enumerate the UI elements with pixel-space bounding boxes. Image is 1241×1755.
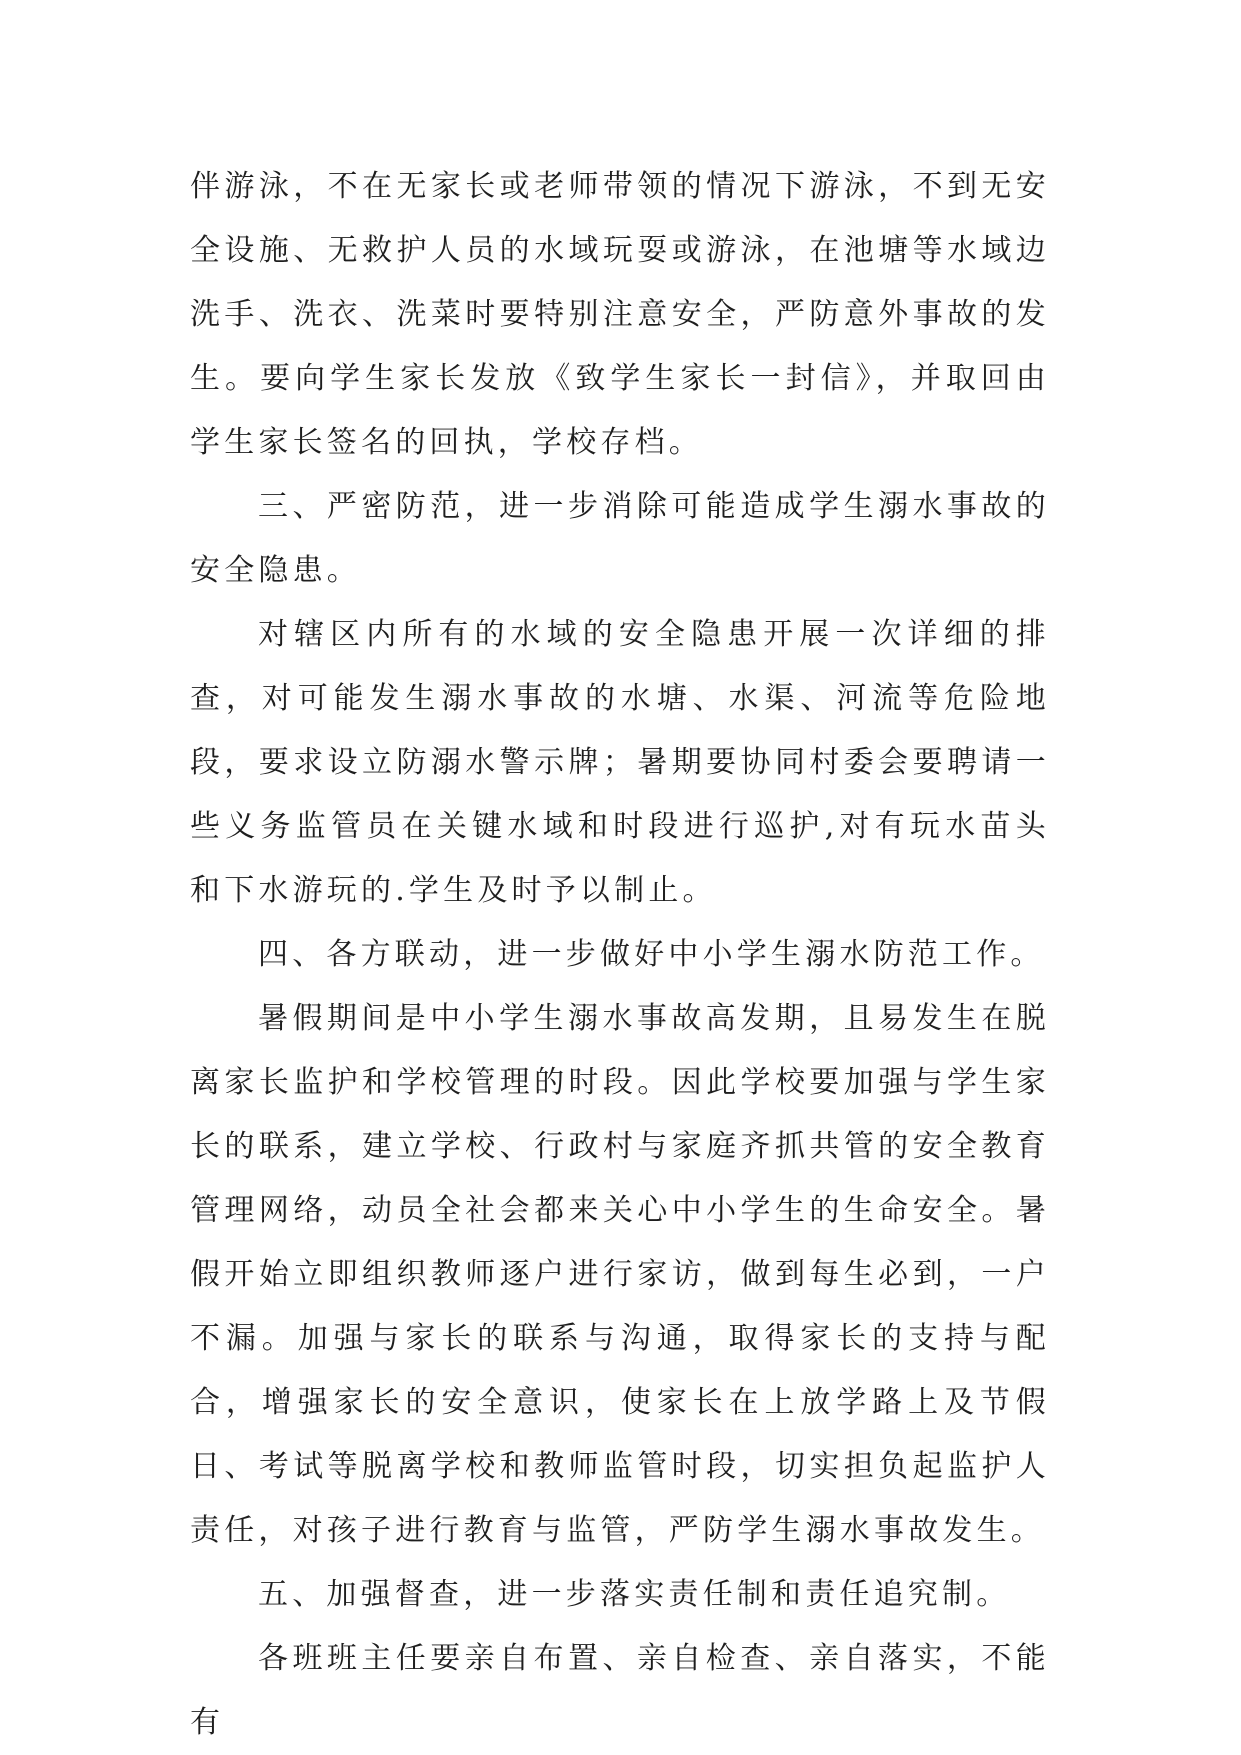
- body-paragraph: 伴游泳，不在无家长或老师带领的情况下游泳，不到无安全设施、无救护人员的水域玩耍或游泳，在池塘等水域边洗手、洗衣、洗菜时要特别注意安全，严防意外事故的发生。要向学生家长发放《致学生家长一封信》，并取回由学生家长签名的回执，学校存档。: [190, 169, 1050, 460]
- body-paragraph: 各班班主任要亲自布置、亲自检查、亲自落实，不能有: [190, 1641, 1050, 1740]
- body-paragraph: 暑假期间是中小学生溺水事故高发期，且易发生在脱离家长监护和学校管理的时段。因此学校要加强与学生家长的联系，建立学校、行政村与家庭齐抓共管的安全教育管理网络，动员全社会都来关心中小学生的生命安全。暑假开始立即组织教师逐户进行家访，做到每生必到，一户不漏。加强与家长的联系与沟通，取得家长的支持与配合，增强家长的安全意识，使家长在上放学路上及节假日、考试等脱离学校和教师监管时段，切实担负起监护人责任，对孩子进行教育与监管，严防学生溺水事故发生。: [190, 1001, 1050, 1548]
- body-paragraph: 对辖区内所有的水域的安全隐患开展一次详细的排查，对可能发生溺水事故的水塘、水渠、河流等危险地段，要求设立防溺水警示牌；暑期要协同村委会要聘请一些义务监管员在关键水域和时段进行巡护,对有玩水苗头和下水游玩的.学生及时予以制止。: [190, 617, 1050, 908]
- document-body: [190, 155, 1050, 1755]
- section-heading-5: 五、加强督查，进一步落实责任制和责任追究制。: [258, 1577, 1011, 1612]
- section-heading-3: 三、严密防范，进一步消除可能造成学生溺水事故的安全隐患。: [190, 489, 1050, 588]
- section-heading-4: 四、各方联动，进一步做好中小学生溺水防范工作。: [258, 937, 1045, 972]
